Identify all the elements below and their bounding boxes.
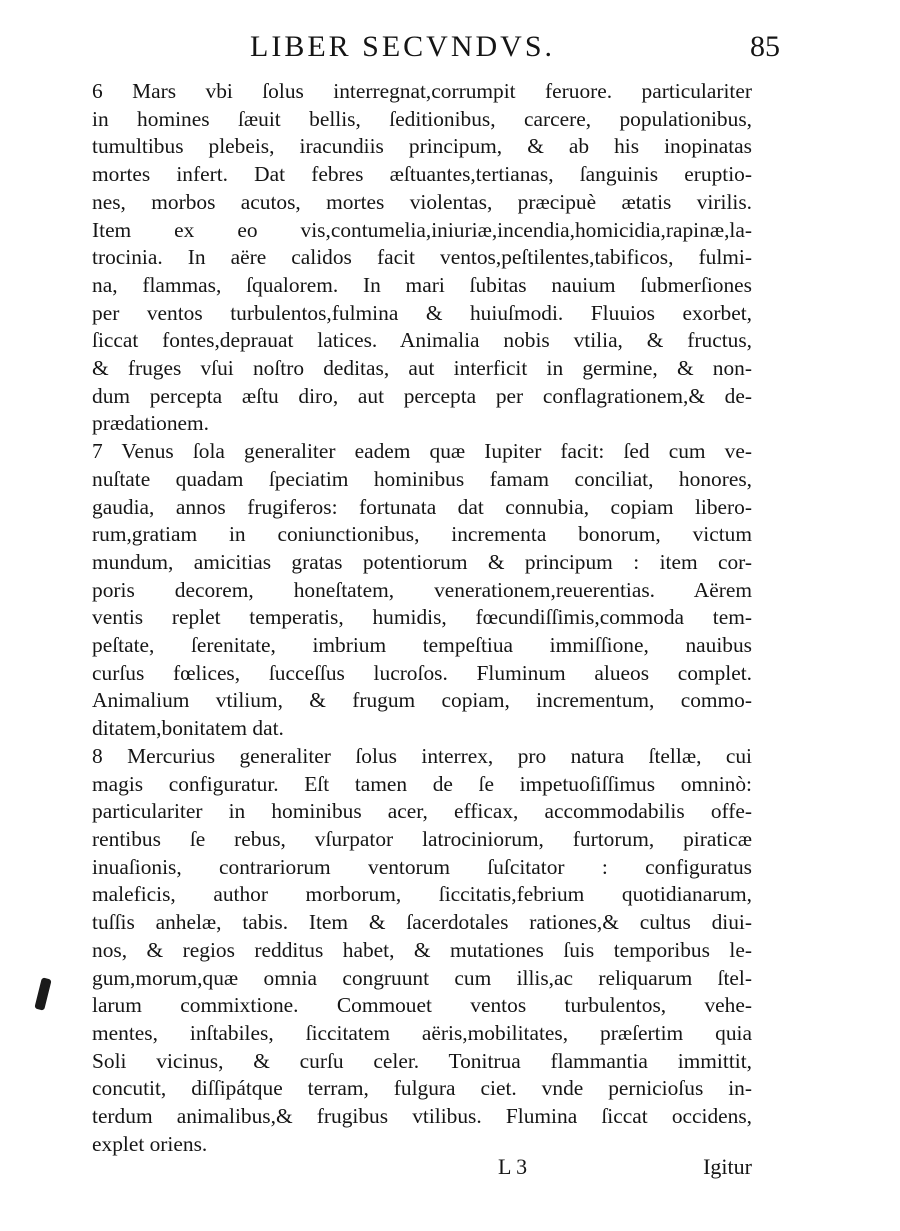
running-head: LIBER SECVNDVS. <box>250 30 556 63</box>
signature-mark: L 3 <box>498 1154 528 1179</box>
text-line: Soli vicinus, & curſu celer. Tonitrua flammantia immittit, <box>92 1048 752 1073</box>
text-line: Item ex eo vis,contumelia,iniuriæ,incendia,homicidia,rapinæ,la- <box>92 217 752 242</box>
text-line: 7 Venus ſola generaliter eadem quæ Iupiter facit: ſed cum ve- <box>92 439 752 464</box>
text-line: curſus fœlices, ſucceſſus lucroſos. Fluminum alueos complet. <box>92 660 752 685</box>
text-line: maleficis, author morborum, ſiccitatis,febrium quotidianarum, <box>92 882 752 907</box>
catchword: Igitur <box>703 1154 752 1179</box>
text-line: rum,gratiam in coniunctionibus, incrementa bonorum, victum <box>92 522 752 547</box>
text-line: prædationem. <box>92 411 210 436</box>
text-line: 6 Mars vbi ſolus interregnat,corrumpit feruore. particulariter <box>92 79 752 103</box>
text-line: inuaſionis, contrariorum ventorum ſuſcitator : configuratus <box>92 854 752 879</box>
text-line: per ventos turbulentos,fulmina & huiuſmodi. Fluuios exorbet, <box>92 300 752 325</box>
text-line: nos, & regios redditus habet, & mutationes ſuis temporibus le- <box>92 937 752 962</box>
text-line: concutit, diſſipátque terram, fulgura ciet. vnde pernicioſus in- <box>92 1076 752 1101</box>
text-line: trocinia. In aëre calidos facit ventos,peſtilentes,tabificos, fulmi- <box>92 245 752 270</box>
text-line: Animalium vtilium, & frugum copiam, incrementum, commo- <box>92 688 752 713</box>
text-line: mentes, inſtabiles, ſiccitatem aëris,mobilitates, præſertim quia <box>92 1020 752 1045</box>
text-line: ditatem,bonitatem dat. <box>92 716 284 741</box>
text-line: gum,morum,quæ omnia congruunt cum illis,ac reliquarum ſtel- <box>92 965 752 990</box>
body-text <box>92 78 752 1158</box>
text-line: mundum, amicitias gratas potentiorum & principum : item cor- <box>92 549 752 574</box>
text-line: & fruges vſui noſtro deditas, aut interficit in germine, & non- <box>92 356 752 381</box>
text-line: rentibus ſe rebus, vſurpator latrociniorum, furtorum, piraticæ <box>92 826 752 851</box>
text-line: poris decorem, honeſtatem, venerationem,reuerentias. Aërem <box>92 577 752 602</box>
text-line: mortes infert. Dat febres æſtuantes,tertianas, ſanguinis eruptio- <box>92 162 752 187</box>
text-line: terdum animalibus,& frugibus vtilibus. Flumina ſiccat occidens, <box>92 1104 752 1129</box>
text-line: magis configuratur. Eſt tamen de ſe impetuoſiſſimus omninò: <box>92 771 752 796</box>
text-line: na, flammas, ſqualorem. In mari ſubitas nauium ſubmerſiones <box>92 272 752 297</box>
text-line: 8 Mercurius generaliter ſolus interrex, pro natura ſtellæ, cui <box>92 743 752 768</box>
page-header <box>250 30 780 70</box>
text-line: tumultibus plebeis, iracundiis principum, & ab his inopinatas <box>92 134 752 159</box>
page-number: 85 <box>750 30 780 63</box>
text-line: explet oriens. <box>92 1131 208 1156</box>
text-line: larum commixtione. Commouet ventos turbulentos, vehe- <box>92 993 752 1018</box>
text-line: nuſtate quadam ſpeciatim hominibus famam conciliat, honores, <box>92 466 752 491</box>
margin-mark <box>34 977 51 1010</box>
text-line: gaudia, annos frugiferos: fortunata dat connubia, copiam libero- <box>92 494 752 519</box>
text-line: in homines ſæuit bellis, ſeditionibus, carcere, populationibus, <box>92 106 752 131</box>
text-line: ventis replet temperatis, humidis, fœcundiſſimis,commoda tem- <box>92 605 752 630</box>
page-footer <box>92 1154 752 1188</box>
text-line: ſiccat fontes,deprauat latices. Animalia nobis vtilia, & fructus, <box>92 328 752 353</box>
text-line: nes, morbos acutos, mortes violentas, præcipuè ætatis virilis. <box>92 189 752 214</box>
text-line: peſtate, ſerenitate, imbrium tempeſtiua immiſſione, nauibus <box>92 633 752 658</box>
text-line: tuſſis anhelæ, tabis. Item & ſacerdotales rationes,& cultus diui- <box>92 910 752 935</box>
text-line: dum percepta æſtu diro, aut percepta per conflagrationem,& de- <box>92 383 752 408</box>
text-line: particulariter in hominibus acer, efficax, accommodabilis offe- <box>92 799 752 824</box>
